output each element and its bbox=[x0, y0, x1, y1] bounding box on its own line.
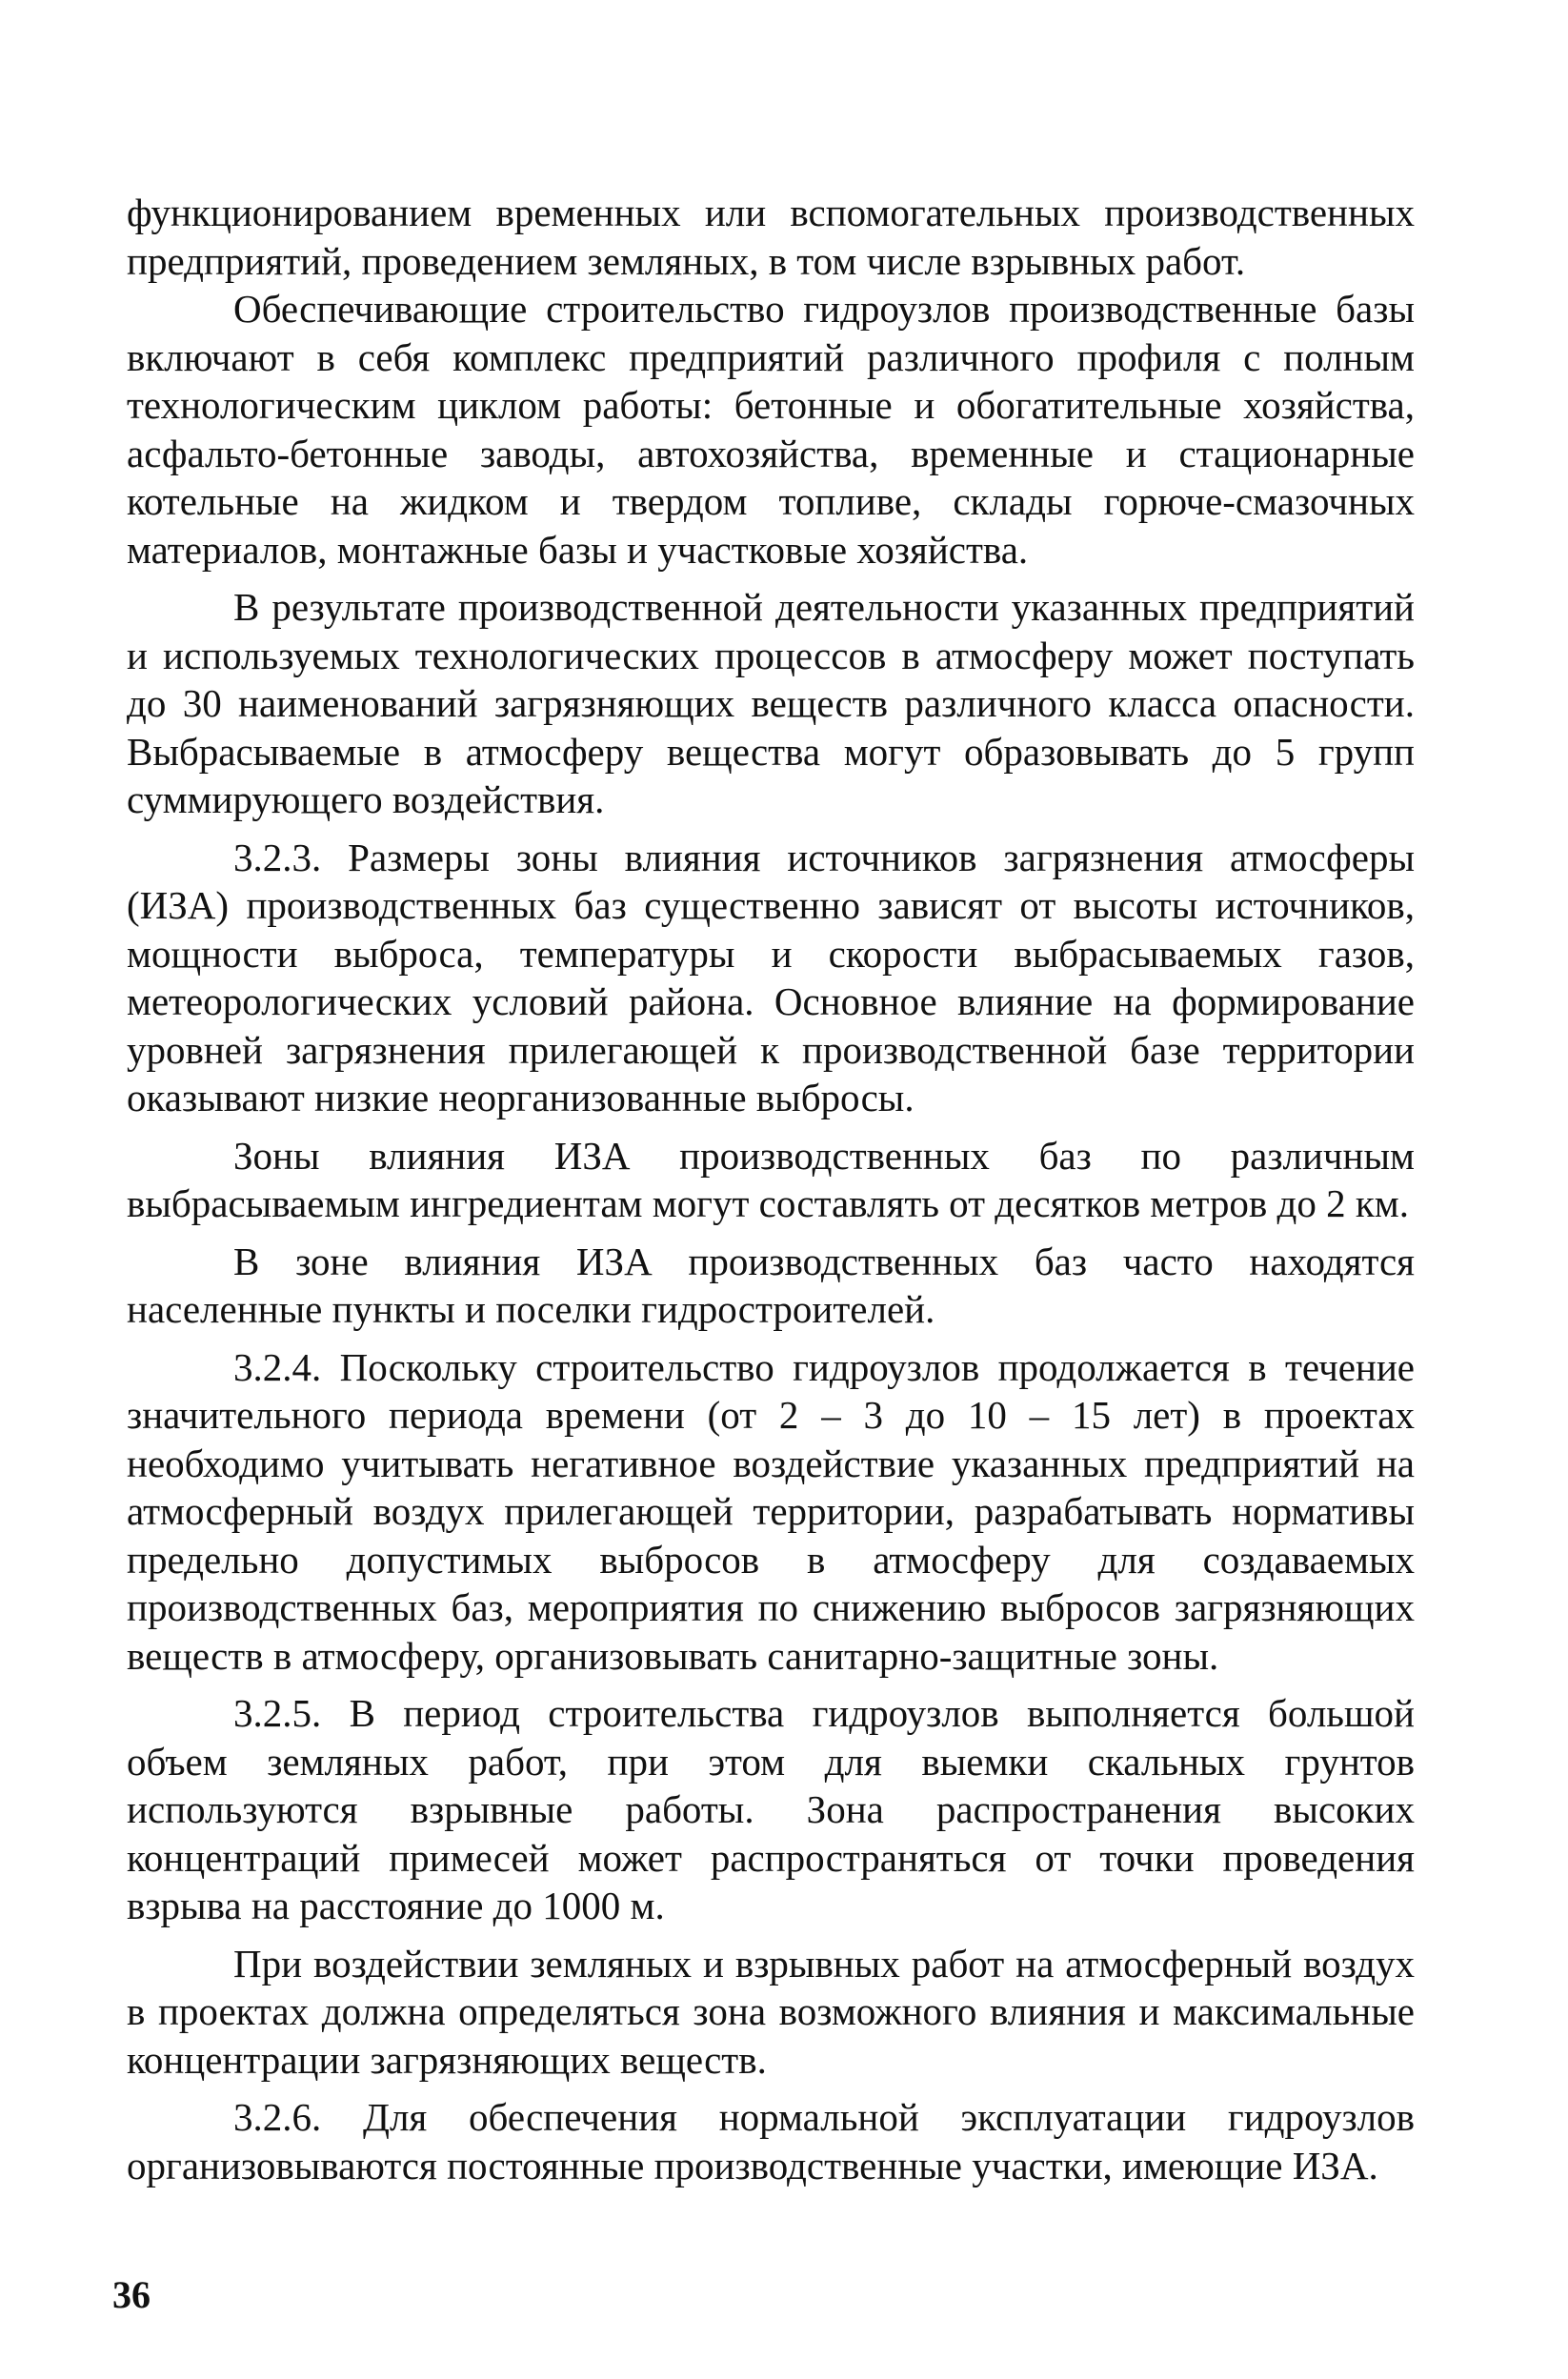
paragraph-influence-zones: Зоны влияния ИЗА производственных баз по различным выбрасываемым ингредиентам могут составлять от десятков метров до 2 км. bbox=[127, 1133, 1415, 1225]
paragraph-3-2-5: 3.2.5. В период строительства гидроузлов выполняется большой объем земляных работ, при этом для выемки скальных грунтов используются взрывные работы. Зона распространения высоких концентраций примесей может распространяться от точки проведения взрыва на расстояние до 1000 м. bbox=[127, 1691, 1415, 1927]
paragraph-pollutants: В результате производственной деятельности указанных предприятий и используемых технологических процессов в атмосферу может поступать до 30 наименований загрязняющих веществ различного класса опасности. Выбрасываемые в атмосферу вещества могут образовывать до 5 групп суммирующего воздействия. bbox=[127, 585, 1415, 821]
paragraph-production-bases: Обеспечивающие строительство гидроузлов производственные базы включают в себя комплекс предприятий различного профиля с полным технологическим циклом работы: бетонные и обогатительные хозяйства, асфальто-бетонные заводы, автохозяйства, временные и стационарные котельные на жидком и твердом топливе, склады горюче-смазочных материалов, монтажные базы и участковые хозяйства. bbox=[127, 287, 1415, 572]
paragraph-3-2-6: 3.2.6. Для обеспечения нормальной эксплуатации гидроузлов организовываются постоянные производственные участки, имеющие ИЗА. bbox=[127, 2095, 1415, 2187]
page-body bbox=[127, 189, 1415, 2313]
paragraph-settlements: В зоне влияния ИЗА производственных баз часто находятся населенные пункты и поселки гидростроителей. bbox=[127, 1239, 1415, 1331]
paragraph-continuation: функционированием временных или вспомогательных производственных предприятий, проведением земляных, в том числе взрывных работ. bbox=[127, 191, 1415, 283]
page-number: 36 bbox=[112, 2273, 151, 2316]
paragraph-3-2-3: 3.2.3. Размеры зоны влияния источников загрязнения атмосферы (ИЗА) производственных баз существенно зависят от высоты источников, мощности выброса, температуры и скорости выбрасываемых газов, метеорологических условий района. Основное влияние на формирование уровней загрязнения прилегающей к производственной базе территории оказывают низкие неорганизованные выбросы. bbox=[127, 835, 1415, 1119]
paragraph-3-2-4: 3.2.4. Поскольку строительство гидроузлов продолжается в течение значительного периода времени (от 2 – 3 до 10 – 15 лет) в проектах необходимо учитывать негативное воздействие указанных предприятий на атмосферный воздух прилегающей территории, разрабатывать нормативы предельно допустимых выбросов в атмосферу для создаваемых производственных баз, мероприятия по снижению выбросов загрязняющих веществ в атмосферу, организовывать санитарно-защитные зоны. bbox=[127, 1344, 1415, 1678]
paragraph-blasting-impact: При воздействии земляных и взрывных работ на атмосферный воздух в проектах должна определяться зона возможного влияния и максимальные концентрации загрязняющих веществ. bbox=[127, 1941, 1415, 2082]
